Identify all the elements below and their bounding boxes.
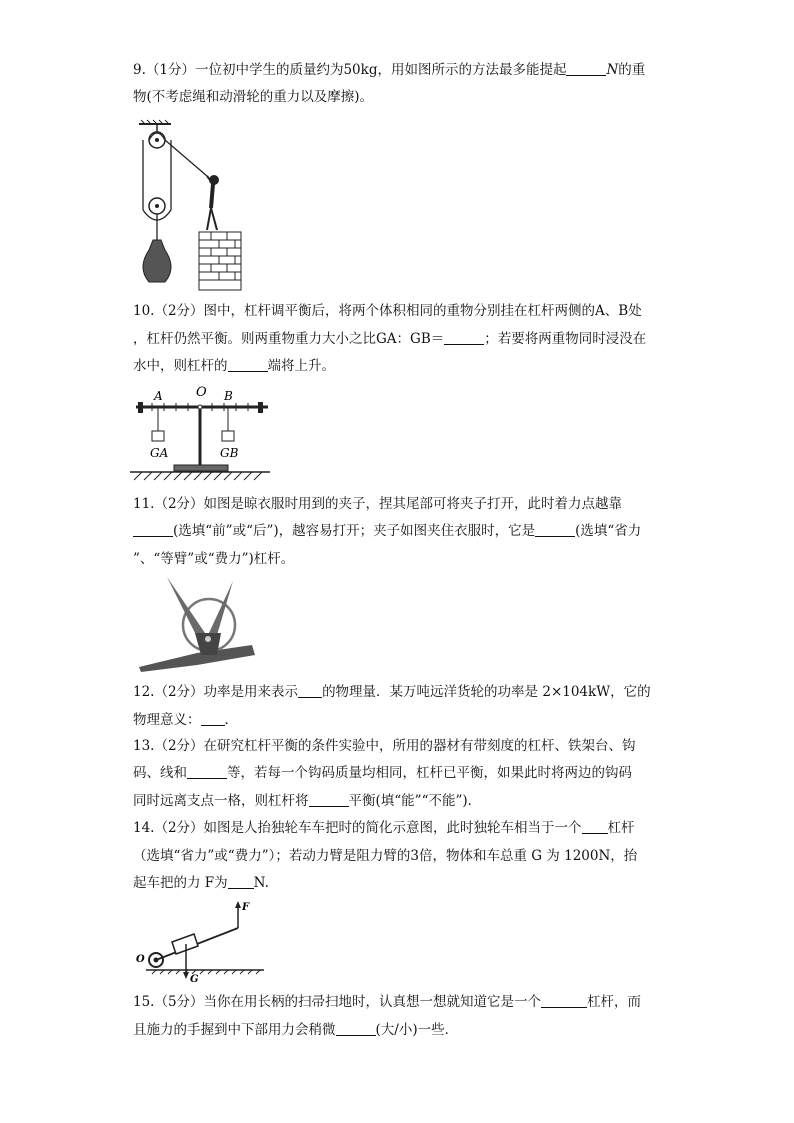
q14-text-b: 杠杆 — [607, 820, 635, 836]
q14-answer-blank-1[interactable] — [582, 819, 608, 834]
q11-answer-blank-1[interactable] — [133, 522, 173, 537]
q9-answer-blank[interactable] — [566, 61, 606, 76]
q12-line1 — [133, 682, 651, 702]
q14-line2: （选填“省力”或“费力”）；若动力臂是阻力臂的3倍，物体和车总重 G 为 1200N，抬 — [133, 848, 638, 864]
q10-line2 — [133, 329, 646, 349]
q10-text-a: ，杠杆仍然平衡。则两重物重力大小之比GA：GB＝ — [133, 331, 445, 347]
q11-line3: ”、“等臂”或“费力”)杠杆。 — [133, 551, 295, 567]
q10-line1: 10.（2分）图中，杠杆调平衡后，将两个体积相同的重物分别挂在杠杆两侧的A、B处 — [133, 303, 642, 319]
q13-text-b: 等，若每一个钩码质量均相同，杠杆已平衡，如果此时将两边的钩码 — [227, 765, 632, 781]
q13-answer-blank-1[interactable] — [187, 764, 227, 779]
q15-line1 — [133, 992, 641, 1012]
q15-answer-blank-1[interactable] — [541, 993, 587, 1008]
q10-text-d: 端将上升。 — [267, 358, 335, 374]
q14-text-c: 起车把的力 F为 — [133, 875, 228, 891]
q12-answer-blank-1[interactable] — [298, 683, 322, 698]
q12-line2 — [133, 710, 238, 730]
q11-text-a: (选填“前”或“后”)，越容易打开；夹子如图夹住衣服时，它是 — [173, 523, 536, 539]
label-ga: GA — [150, 446, 169, 460]
q14-line3 — [133, 873, 269, 893]
q10-answer-blank-1[interactable] — [444, 330, 484, 345]
q14-answer-blank-2[interactable] — [228, 874, 254, 889]
pulley-figure — [135, 118, 245, 293]
label-f: F — [242, 902, 250, 913]
q14-text-a: 14.（2分）如图是人抬独轮车车把时的简化示意图，此时独轮车相当于一个 — [133, 820, 582, 836]
q13-line2 — [133, 763, 632, 783]
q13-text-c: 同时远离支点一格，则杠杆将 — [133, 793, 309, 809]
q11-line1: 11.（2分）如图是晾衣服时用到的夹子，捏其尾部可将夹子打开，此时着力点越靠 — [133, 496, 623, 512]
label-o: O — [196, 385, 207, 400]
q15-answer-blank-2[interactable] — [336, 1021, 376, 1036]
q11-line2 — [133, 521, 641, 541]
label-g: G — [190, 974, 199, 984]
q9-text-b: 的重 — [618, 62, 646, 78]
q15-line2 — [133, 1020, 458, 1040]
label-o-wheel: O — [136, 954, 145, 965]
q10-text-b: ；若要将两重物同时浸没在 — [484, 331, 647, 347]
q15-text-b: 杠杆，而 — [587, 994, 642, 1010]
q12-text-b: 的物理量．某万吨远洋货轮的功率是 2×104kW，它的 — [322, 684, 651, 700]
q12-text-d: ． — [224, 712, 238, 728]
label-a: A — [154, 389, 163, 403]
q13-line1: 13.（2分）在研究杠杆平衡的条件实验中，所用的器材有带刻度的杠杆、铁架台、钩 — [133, 738, 636, 754]
q15-text-c: 且施力的手握到中下部用力会稍微 — [133, 1022, 336, 1038]
q11-text-b: (选填“省力 — [575, 523, 642, 539]
q14-text-d: N. — [253, 875, 269, 891]
q15-text-a: 15.（5分）当你在用长柄的扫帚扫地时，认真想一想就知道它是一个 — [133, 994, 542, 1010]
q15-text-d: (大/小)一些． — [375, 1022, 459, 1038]
q13-text-a: 码、线和 — [133, 765, 187, 781]
q10-line3 — [133, 356, 335, 376]
clothespin-figure — [137, 575, 257, 672]
q13-answer-blank-2[interactable] — [309, 792, 349, 807]
wheelbarrow-figure — [132, 898, 267, 984]
q14-line1 — [133, 818, 635, 838]
q9-unit: N — [606, 62, 619, 78]
label-b: B — [224, 389, 233, 403]
q10-text-c: 水中，则杠杆的 — [133, 358, 228, 374]
q12-answer-blank-2[interactable] — [201, 711, 225, 726]
lever-figure — [130, 383, 275, 489]
q12-text-a: 12.（2分）功率是用来表示 — [133, 684, 299, 700]
q13-line3 — [133, 791, 481, 811]
q13-text-d: 平衡(填“能”“不能”)． — [348, 793, 482, 809]
q9-text-a: 9.（1分）一位初中学生的质量约为50kg，用如图所示的方法最多能提起 — [133, 62, 567, 78]
q9-line1 — [133, 60, 645, 80]
q12-text-c: 物理意义： — [133, 712, 201, 728]
q10-answer-blank-2[interactable] — [228, 357, 268, 372]
q11-answer-blank-2[interactable] — [535, 522, 575, 537]
q9-line2: 物(不考虑绳和动滑轮的重力以及摩擦)。 — [133, 89, 374, 105]
label-gb: GB — [220, 446, 239, 460]
